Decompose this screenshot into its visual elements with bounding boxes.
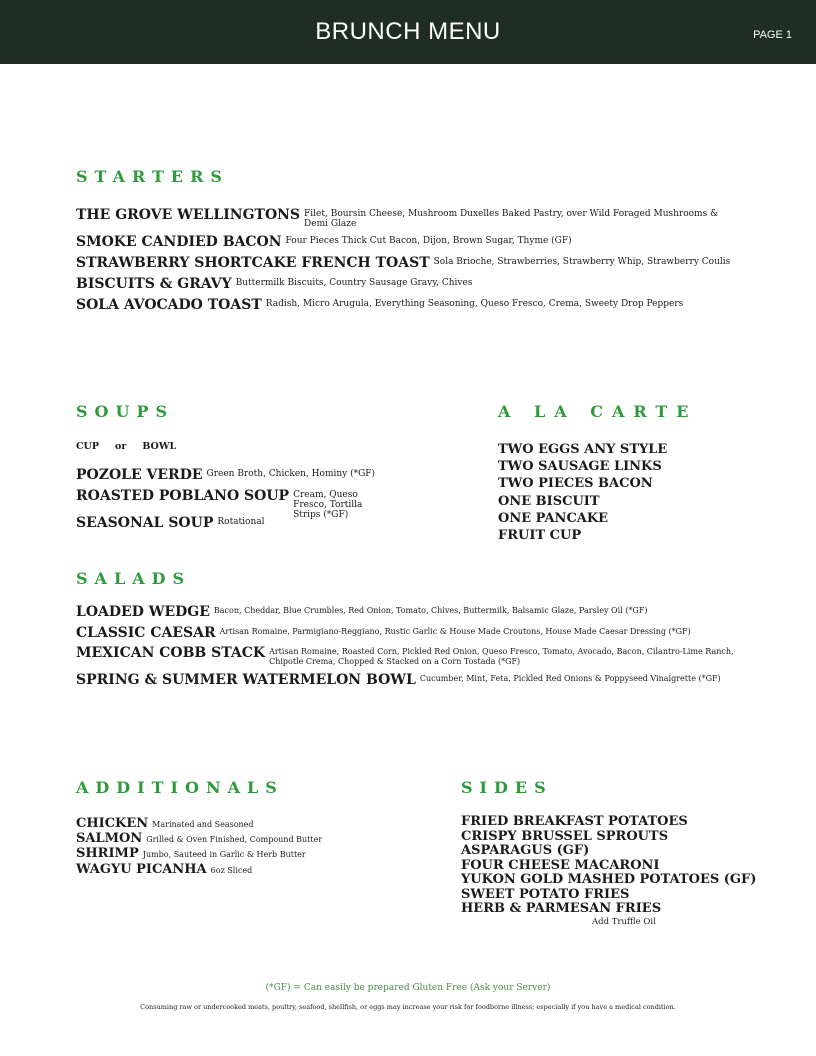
additional-desc: Grilled & Oven Finished, Compound Butter bbox=[146, 835, 323, 844]
starter-item bbox=[76, 207, 736, 229]
soup-item bbox=[76, 467, 396, 483]
soup-name: SEASONAL SOUP bbox=[76, 515, 214, 531]
a-la-carte-heading: A LA CARTE bbox=[498, 402, 698, 421]
salad-name: SPRING & SUMMER WATERMELON BOWL bbox=[76, 672, 416, 688]
starter-name: THE GROVE WELLINGTONS bbox=[76, 207, 301, 223]
bowl-label: BOWL bbox=[142, 441, 177, 452]
menu-title: BRUNCH MENU bbox=[315, 18, 501, 45]
additional-name: WAGYU PICANHA bbox=[76, 862, 207, 877]
soup-name: ROASTED POBLANO SOUP bbox=[76, 488, 290, 504]
soup-desc: Rotational bbox=[217, 517, 265, 527]
foodborne-illness-disclaimer: Consuming raw or undercooked meats, poultry, seafood, shellfish, or eggs may increase your risk for foodborne illness; especially if you have a medical condition. bbox=[140, 1003, 676, 1011]
side-item: CRISPY BRUSSEL SPROUTS bbox=[461, 828, 669, 844]
salads-heading: SALADS bbox=[76, 569, 192, 588]
salad-name: MEXICAN COBB STACK bbox=[76, 645, 266, 661]
additional-desc: Jumbo, Sauteed in Garlic & Herb Butter bbox=[142, 850, 306, 859]
additional-name: SHRIMP bbox=[76, 846, 139, 861]
starter-item bbox=[76, 255, 736, 271]
truffle-oil-note: Add Truffle Oil bbox=[592, 917, 656, 927]
starter-desc: Sola Brioche, Strawberries, Strawberry Whip, Strawberry Coulis bbox=[433, 257, 731, 267]
soup-item bbox=[76, 515, 396, 531]
salad-item bbox=[76, 625, 736, 641]
starter-item bbox=[76, 234, 736, 250]
additional-item bbox=[76, 846, 306, 861]
starter-desc: Four Pieces Thick Cut Bacon, Dijon, Brown Sugar, Thyme (GF) bbox=[285, 236, 572, 246]
salad-item bbox=[76, 645, 736, 667]
starter-name: SMOKE CANDIED BACON bbox=[76, 234, 282, 250]
side-item: HERB & PARMESAN FRIES bbox=[461, 901, 662, 916]
starters-heading: STARTERS bbox=[76, 167, 229, 186]
salad-desc: Cucumber, Mint, Feta, Pickled Red Onions & Poppyseed Vinaigrette (*GF) bbox=[419, 674, 721, 683]
gluten-free-note: (*GF) = Can easily be prepared Gluten Free (Ask your Server) bbox=[265, 983, 551, 993]
side-item: SWEET POTATO FRIES bbox=[461, 886, 630, 902]
soup-name: POZOLE VERDE bbox=[76, 467, 203, 483]
additional-name: SALMON bbox=[76, 831, 143, 846]
side-item: ASPARAGUS (GF) bbox=[461, 843, 590, 858]
page-number: PAGE 1 bbox=[753, 29, 792, 41]
a-la-carte-item: TWO SAUSAGE LINKS bbox=[498, 459, 662, 475]
a-la-carte-list bbox=[498, 441, 667, 544]
starter-desc: Radish, Micro Arugula, Everything Seasoning, Queso Fresco, Crema, Sweety Drop Peppers bbox=[265, 299, 684, 309]
sides-heading: SIDES bbox=[461, 778, 553, 797]
cup-label: CUP bbox=[76, 441, 99, 452]
starter-name: BISCUITS & GRAVY bbox=[76, 276, 232, 292]
soup-desc: Green Broth, Chicken, Hominy (*GF) bbox=[206, 469, 376, 479]
a-la-carte-item: TWO PIECES BACON bbox=[498, 476, 653, 492]
soup-desc: Cream, Queso Fresco, Tortilla Strips (*GF) bbox=[293, 490, 363, 520]
a-la-carte-item: ONE BISCUIT bbox=[498, 493, 600, 509]
salad-item bbox=[76, 604, 736, 620]
salad-name: LOADED WEDGE bbox=[76, 604, 210, 620]
starter-desc: Filet, Boursin Cheese, Mushroom Duxelles Baked Pastry, over Wild Foraged Mushrooms & Demi Glaze bbox=[304, 209, 719, 229]
additional-item bbox=[76, 831, 322, 846]
additional-desc: Marinated and Seasoned bbox=[152, 820, 254, 829]
a-la-carte-item: FRUIT CUP bbox=[498, 528, 582, 544]
a-la-carte-item: TWO EGGS ANY STYLE bbox=[498, 442, 668, 457]
salad-item bbox=[76, 672, 736, 688]
page-header bbox=[0, 0, 816, 64]
side-item: YUKON GOLD MASHED POTATOES (GF) bbox=[461, 872, 757, 887]
or-label: or bbox=[115, 441, 127, 452]
soup-size-options bbox=[76, 441, 192, 452]
side-item: FRIED BREAKFAST POTATOES bbox=[461, 814, 688, 829]
starter-item bbox=[76, 297, 736, 313]
additional-name: CHICKEN bbox=[76, 816, 149, 831]
side-item: FOUR CHEESE MACARONI bbox=[461, 857, 660, 873]
starter-item bbox=[76, 276, 736, 292]
starter-name: SOLA AVOCADO TOAST bbox=[76, 297, 262, 313]
soups-heading: SOUPS bbox=[76, 402, 175, 421]
starter-desc: Buttermilk Biscuits, Country Sausage Gravy, Chives bbox=[235, 278, 473, 288]
starter-name: STRAWBERRY SHORTCAKE FRENCH TOAST bbox=[76, 255, 430, 271]
sides-list bbox=[461, 815, 756, 917]
additional-desc: 6oz Sliced bbox=[210, 866, 253, 875]
additionals-heading: ADDITIONALS bbox=[76, 778, 284, 797]
salad-name: CLASSIC CAESAR bbox=[76, 625, 216, 641]
additional-item bbox=[76, 816, 254, 831]
salad-desc: Bacon, Cheddar, Blue Crumbles, Red Onion, Tomato, Chives, Buttermilk, Balsamic Glaze, Parsley Oil (*GF) bbox=[213, 606, 648, 615]
additional-item bbox=[76, 862, 252, 877]
a-la-carte-item: ONE PANCAKE bbox=[498, 510, 609, 526]
salad-desc: Artisan Romaine, Parmigiano-Reggiano, Rustic Garlic & House Made Croutons, House Made Caesar Dressing (*GF) bbox=[219, 627, 691, 636]
salad-desc: Artisan Romaine, Roasted Corn, Pickled Red Onion, Queso Fresco, Tomato, Avocado, Bacon, Cilantro-Lime Ranch, Chipotle Crema, Chopped & Stacked on a Corn Tostada (*GF) bbox=[269, 647, 734, 666]
